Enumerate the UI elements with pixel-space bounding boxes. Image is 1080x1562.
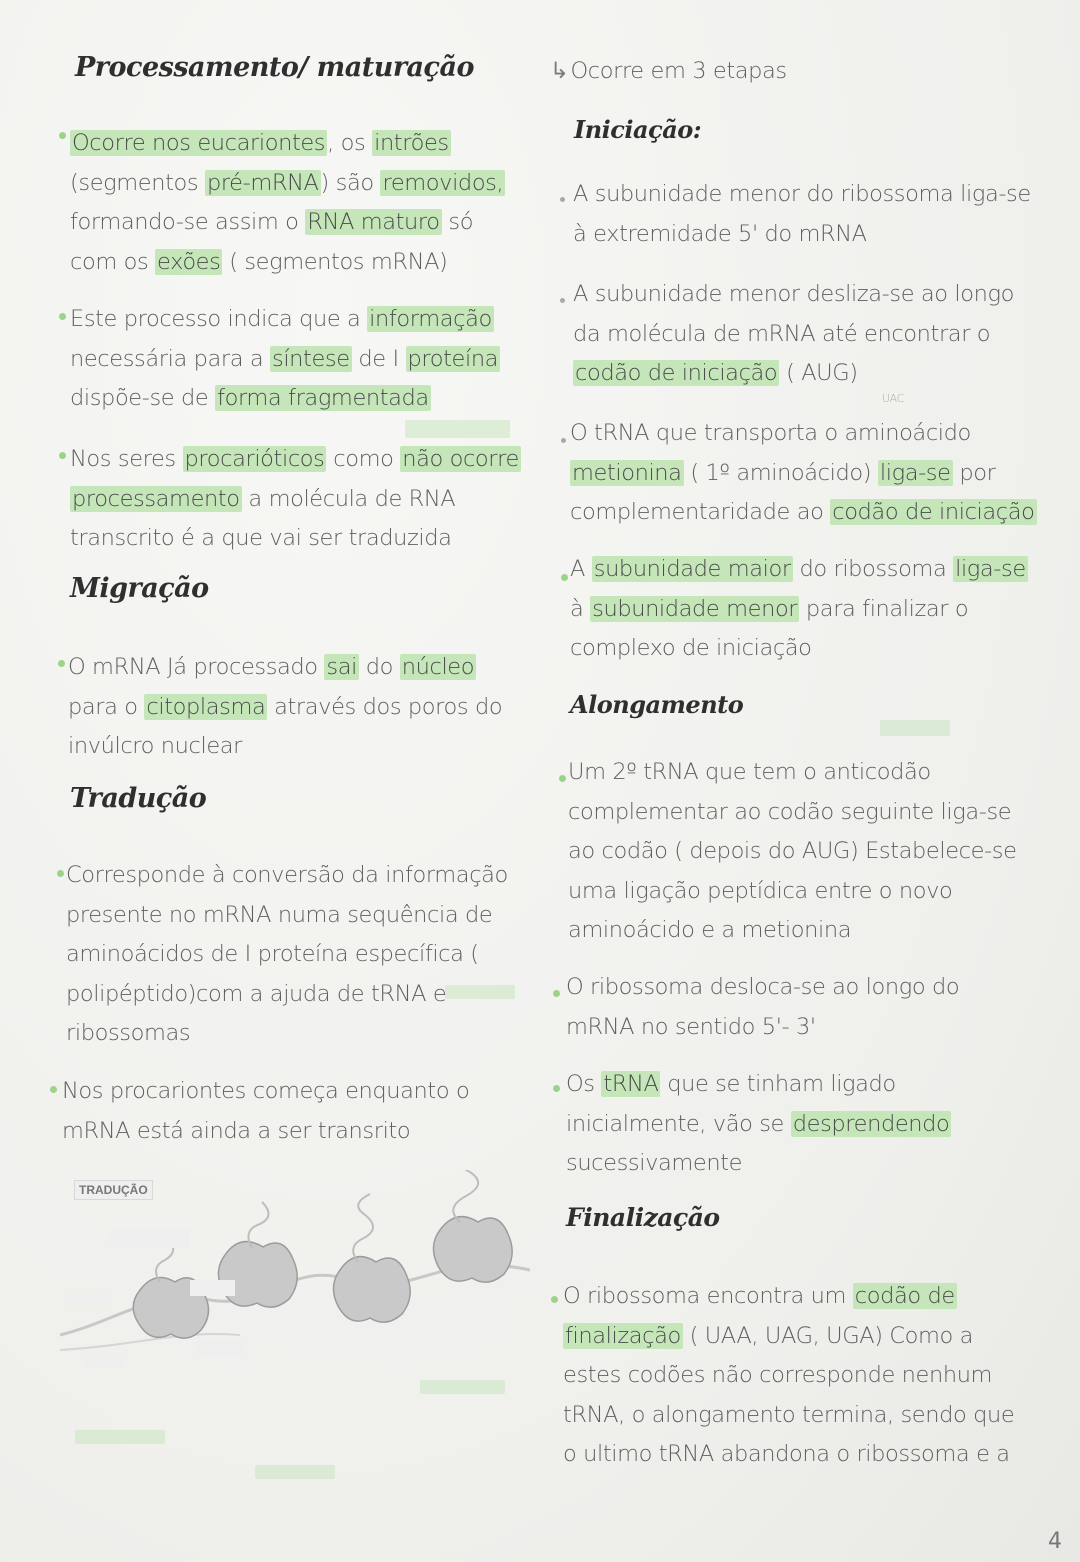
bullet <box>553 1085 560 1092</box>
paragraph-migracao: O mRNA Já processado sai do núcleo para o citoplasma através dos poros do invúlcro nuclear <box>68 654 503 759</box>
paragraph-finalizacao: O ribossoma encontra um codão de finalização ( UAA, UAG, UGA) Como a estes codões não corresponde nenhum tRNA, o alongamento termina, sendo que o ultimo tRNA abandona o ribossoma e a <box>563 1283 1015 1467</box>
bullet <box>561 438 566 443</box>
figure-label: TRADUÇÃO <box>74 1180 153 1200</box>
bullet <box>58 660 65 667</box>
section-title-migracao: Migração <box>70 573 209 604</box>
section-title-finalizacao: Finalização <box>566 1203 720 1232</box>
paragraph-processamento-2: Este processo indica que a informação necessária para a síntese de I proteína dispõe-se de forma fragmentada <box>70 306 499 411</box>
paragraph-iniciacao-1: A subunidade menor do ribossoma liga-se à extremidade 5' do mRNA <box>573 181 1031 247</box>
paragraph-traducao-2: Nos procariontes começa enquanto o mRNA está ainda a ser transrito <box>62 1078 470 1144</box>
bullet <box>561 574 568 581</box>
decorative-highlight <box>880 720 950 736</box>
page-number: 4 <box>1048 1529 1062 1554</box>
bullet <box>551 1296 558 1303</box>
paragraph-iniciacao-4: A subunidade maior do ribossoma liga-se à subunidade menor para finalizar o complexo de iniciação <box>570 556 1026 661</box>
bullet <box>59 313 66 320</box>
paragraph-processamento-3: Nos seres procarióticos como não ocorre processamento a molécula de RNA transcrito é a que vai ser traduzida <box>70 446 519 551</box>
paragraph-processamento-1: Ocorre nos eucariontes, os intrões (segmentos pré-mRNA) são removidos, formando-se assim o RNA maturo só com os exões ( segmentos mRNA) <box>70 130 504 275</box>
section-title-processamento: Processamento/ maturação <box>75 52 474 83</box>
paragraph-traducao-1: Corresponde à conversão da informação presente no mRNA numa sequência de aminoácidos de I proteína específica ( polipéptido)com a ajuda de tRNA e ribossomas <box>66 862 508 1046</box>
paragraph-iniciacao-3: O tRNA que transporta o aminoácido metionina ( 1º aminoácido) liga-se por complementaridade ao codão de iniciação <box>570 420 1035 525</box>
decorative-highlight <box>405 420 510 438</box>
decorative-highlight <box>255 1465 335 1479</box>
paragraph-iniciacao-2: A subunidade menor desliza-se ao longo da molécula de mRNA até encontrar o codão de iniciação ( AUG) <box>573 281 1014 386</box>
section-title-iniciacao: Iniciação: <box>574 115 702 144</box>
bullet <box>560 197 565 202</box>
arrow-right-icon: ↳ <box>550 58 569 84</box>
bullet <box>59 132 66 139</box>
paragraph-alongamento-1: Um 2º tRNA que tem o anticodão complementar ao codão seguinte liga-se ao codão ( depois do AUG) Estabelece-se uma ligação peptídica entre o novo aminoácido e a metionina <box>568 759 1017 943</box>
bullet <box>560 298 565 303</box>
annotation-uac: UAC <box>882 392 904 405</box>
bullet <box>57 870 64 877</box>
decorative-highlight <box>75 1430 165 1444</box>
paragraph-alongamento-3: Os tRNA que se tinham ligado inicialmente, vão se desprendendo sucessivamente <box>566 1071 950 1176</box>
intro-line: ↳Ocorre em 3 etapas <box>550 58 787 84</box>
section-title-alongamento: Alongamento <box>570 690 744 719</box>
section-title-traducao: Tradução <box>70 783 207 814</box>
bullet <box>553 990 560 997</box>
ribosome-illustration <box>60 1170 530 1400</box>
bullet <box>59 452 66 459</box>
bullet <box>559 775 566 782</box>
bullet <box>50 1086 57 1093</box>
translation-figure <box>60 1170 530 1400</box>
paragraph-alongamento-2: O ribossoma desloca-se ao longo do mRNA no sentido 5'- 3' <box>566 974 960 1040</box>
